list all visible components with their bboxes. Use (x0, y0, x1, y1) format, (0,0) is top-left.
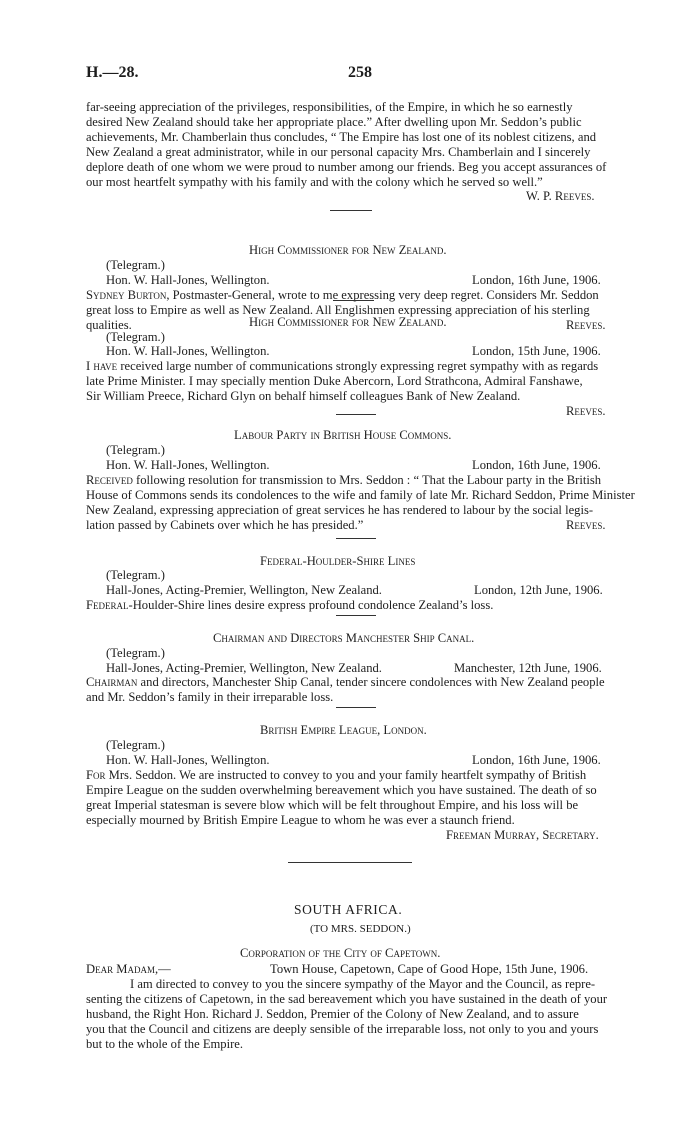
divider (336, 707, 376, 708)
text-line: deplore death of one whom we were proud to number among our friends. Beg you accept assurances of (86, 160, 607, 174)
addressee: Hall-Jones, Acting-Premier, Wellington, New Zealand. (106, 583, 382, 597)
text-line: House of Commons sends its condolences to the wife and family of late Mr. Richard Seddon, Prime Minister (86, 488, 635, 502)
addressee: Hon. W. Hall-Jones, Wellington. (106, 458, 270, 472)
addressee: Hon. W. Hall-Jones, Wellington. (106, 273, 270, 287)
page-number: 258 (348, 64, 372, 81)
text-line: great loss to Empire as well as New Zealand. All Englishmen expressing appreciation of his sterling (86, 303, 590, 317)
divider (334, 300, 374, 301)
text-line: Received following resolution for transmission to Mrs. Seddon : “ That the Labour party in the British (86, 473, 602, 487)
date-line: London, 16th June, 1906. (472, 458, 601, 472)
telegram-label: (Telegram.) (106, 443, 165, 457)
text-line: Sir William Preece, Richard Glyn on behalf himself colleagues Bank of New Zealand. (86, 389, 521, 403)
text-line: late Prime Minister. I may specially mention Duke Abercorn, Lord Strathcona, Admiral Fanshawe, (86, 374, 583, 388)
lead-in: Chairman (86, 675, 138, 689)
text-line: especially mourned by British Empire League to whom he was ever a staunch friend. (86, 813, 515, 827)
section-title: SOUTH AFRICA. (294, 902, 403, 917)
text-line: desired New Zealand should take her appropriate place.” After dwelling upon Mr. Seddon’s public (86, 115, 582, 129)
text-line: qualities. (86, 318, 132, 332)
date-line: London, 16th June, 1906. (472, 753, 601, 767)
text-line: husband, the Right Hon. Richard J. Seddon, Premier of the Colony of New Zealand, and to assure (86, 1007, 579, 1021)
text-line: I am directed to convey to you the sincere sympathy of the Mayor and the Council, as repre- (130, 977, 596, 991)
text-line: senting the citizens of Capetown, in the sad bereavement which you have sustained in the death of your (86, 992, 608, 1006)
text-line: Sydney Burton, Postmaster-General, wrote to me expressing very deep regret. Considers Mr. Seddon (86, 288, 599, 302)
text-line: Federal-Houlder-Shire lines desire express profound condolence Zealand’s loss. (86, 598, 494, 612)
document-reference: H.—28. (86, 64, 139, 81)
text-line: far-seeing appreciation of the privileges, responsibilities, of the Empire, in which he so earnestly (86, 100, 573, 114)
addressee: Hon. W. Hall-Jones, Wellington. (106, 344, 270, 358)
date-line: Manchester, 12th June, 1906. (454, 661, 602, 675)
telegram-label: (Telegram.) (106, 738, 165, 752)
addressee: Hall-Jones, Acting-Premier, Wellington, New Zealand. (106, 661, 382, 675)
date-line: London, 15th June, 1906. (472, 344, 601, 358)
text-line: our most heartfelt sympathy with his family and with the colony which he served so well.” (86, 175, 543, 189)
divider (336, 414, 376, 415)
lead-in: For (86, 768, 106, 782)
divider (336, 538, 376, 539)
lead-in: Received (86, 473, 133, 487)
text-line: I have received large number of communications strongly expressing regret sympathy with as regards (86, 359, 599, 373)
section-heading: British Empire League, London. (260, 723, 427, 737)
signature: Reeves. (566, 318, 606, 332)
lead-in: Federal- (86, 598, 133, 612)
section-heading: Chairman and Directors Manchester Ship Canal. (213, 631, 475, 645)
text-line: Empire League on the sudden overwhelming bereavement which you have sustained. The death of so (86, 783, 597, 797)
text-line: and Mr. Seddon’s family in their irreparable loss. (86, 690, 334, 704)
address-line: Town House, Capetown, Cape of Good Hope, 15th June, 1906. (270, 962, 589, 976)
telegram-label: (Telegram.) (106, 568, 165, 582)
text-line: For Mrs. Seddon. We are instructed to convey to you and your family heartfelt sympathy of British (86, 768, 587, 782)
signature: Reeves. (566, 518, 606, 532)
lead-in: Sydney Burton, (86, 288, 170, 302)
lead-in: I have (86, 359, 118, 373)
date-line: London, 12th June, 1906. (474, 583, 603, 597)
signature: W. P. Reeves. (526, 189, 595, 203)
text-line: New Zealand a great administrator, while in our personal capacity Mrs. Chamberlain and I sincerely (86, 145, 591, 159)
text-line: New Zealand, expressing appreciation of great services he has rendered to labour by the social legis- (86, 503, 594, 517)
telegram-label: (Telegram.) (106, 258, 165, 272)
text-line: lation passed by Cabinets over which he has presided.” (86, 518, 364, 532)
text-line: great Imperial statesman is severe blow which will be felt throughout Empire, and his loss will be (86, 798, 579, 812)
section-heading: High Commissioner for New Zealand. (249, 315, 447, 329)
divider (288, 862, 412, 863)
text-line: but to the whole of the Empire. (86, 1037, 244, 1051)
text-line: achievements, Mr. Chamberlain thus concludes, “ The Empire has lost one of its noblest citizens, and (86, 130, 597, 144)
section-subtitle: (TO MRS. SEDDON.) (310, 923, 411, 935)
section-heading: Federal-Houlder-Shire Lines (260, 554, 416, 568)
text-line: you that the Council and citizens are deeply sensible of the irreparable loss, not only to you and yours (86, 1022, 599, 1036)
divider (336, 615, 376, 616)
text-line: Chairman and directors, Manchester Ship Canal, tender sincere condolences with New Zealand people (86, 675, 605, 689)
section-heading: High Commissioner for New Zealand. (249, 243, 447, 257)
divider (330, 210, 372, 211)
telegram-label: (Telegram.) (106, 646, 165, 660)
signature: Reeves. (566, 404, 606, 418)
salutation: Dear Madam,— (86, 962, 171, 976)
date-line: London, 16th June, 1906. (472, 273, 601, 287)
telegram-label: (Telegram.) (106, 330, 165, 344)
addressee: Hon. W. Hall-Jones, Wellington. (106, 753, 270, 767)
signature: Freeman Murray, Secretary. (446, 828, 599, 842)
section-heading: Labour Party in British House Commons. (234, 428, 452, 442)
section-heading: Corporation of the City of Capetown. (240, 946, 441, 960)
